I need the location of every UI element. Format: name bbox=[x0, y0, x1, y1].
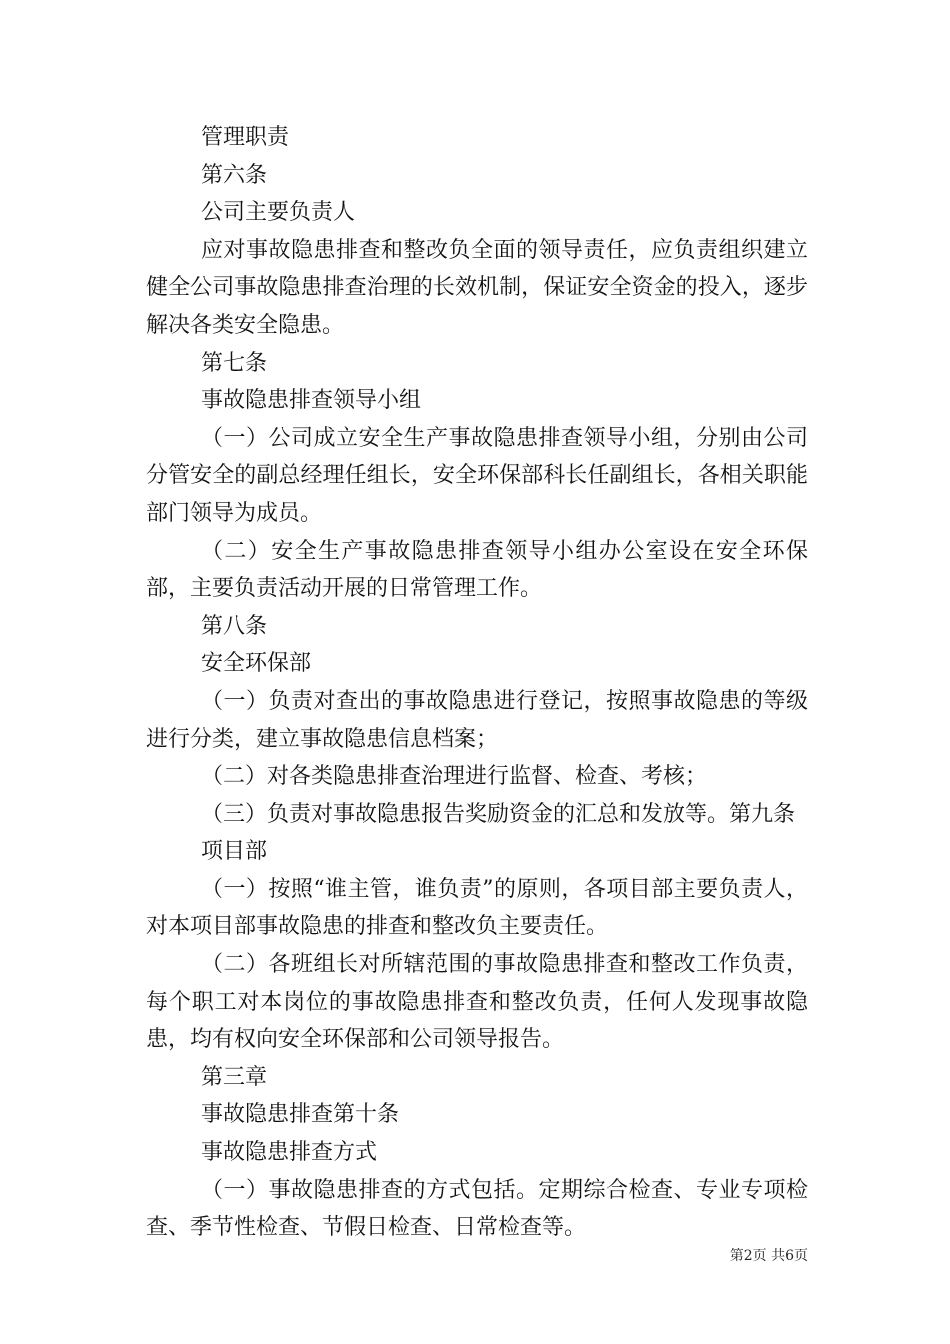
paragraph-article-10-title: 事故隐患排查方式 bbox=[201, 1140, 378, 1166]
footer-current-page: 2 bbox=[743, 1248, 753, 1264]
paragraph-article-7-item-1: （一）公司成立安全生产事故隐患排查领导小组，分别由公司分管安全的副总经理任组长，安全环保部科长任副组长，各相关职能部门领导为成员。 bbox=[146, 425, 808, 526]
document-body bbox=[146, 119, 808, 1247]
footer-middle: 页 共 bbox=[752, 1248, 786, 1264]
paragraph-article-8: 第八条 bbox=[201, 613, 268, 639]
page-number-footer bbox=[730, 1247, 808, 1265]
footer-suffix: 页 bbox=[794, 1248, 808, 1264]
paragraph-article-6: 第六条 bbox=[201, 162, 268, 188]
paragraph-chapter-3: 第三章 bbox=[201, 1064, 268, 1090]
paragraph-article-7: 第七条 bbox=[201, 350, 268, 376]
paragraph-article-9-title: 项目部 bbox=[201, 839, 268, 865]
paragraph-article-8-item-3: （三）负责对事故隐患报告奖励资金的汇总和发放等。第九条 bbox=[201, 801, 796, 827]
paragraph-section-heading: 管理职责 bbox=[201, 125, 290, 150]
footer-total-pages: 6 bbox=[785, 1248, 794, 1264]
paragraph-article-6-title: 公司主要负责人 bbox=[201, 200, 356, 226]
paragraph-article-9-item-1: （一）按照“谁主管，谁负责”的原则，各项目部主要负责人，对本项目部事故隐患的排查和整改负主要责任。 bbox=[146, 876, 808, 940]
paragraph-article-8-item-2: （二）对各类隐患排查治理进行监督、检查、考核； bbox=[201, 764, 708, 790]
paragraph-article-10-item-1: （一）事故隐患排查的方式包括。定期综合检查、专业专项检查、季节性检查、节假日检查、日常检查等。 bbox=[146, 1177, 808, 1241]
paragraph-article-8-item-1: （一）负责对查出的事故隐患进行登记，按照事故隐患的等级进行分类，建立事故隐患信息档案； bbox=[146, 688, 808, 752]
paragraph-article-6-body: 应对事故隐患排查和整改负全面的领导责任，应负责组织建立健全公司事故隐患排查治理的长效机制，保证安全资金的投入，逐步解决各类安全隐患。 bbox=[146, 237, 808, 338]
paragraph-article-8-title: 安全环保部 bbox=[201, 651, 312, 677]
paragraph-article-9-item-2: （二）各班组长对所辖范围的事故隐患排查和整改工作负责，每个职工对本岗位的事故隐患排查和整改负责，任何人发现事故隐患，均有权向安全环保部和公司领导报告。 bbox=[146, 952, 808, 1053]
paragraph-chapter-3-title: 事故隐患排查第十条 bbox=[201, 1102, 400, 1128]
paragraph-article-7-item-2: （二）安全生产事故隐患排查领导小组办公室设在安全环保部，主要负责活动开展的日常管理工作。 bbox=[146, 538, 808, 602]
paragraph-article-7-title: 事故隐患排查领导小组 bbox=[201, 388, 422, 414]
footer-prefix: 第 bbox=[729, 1248, 744, 1264]
